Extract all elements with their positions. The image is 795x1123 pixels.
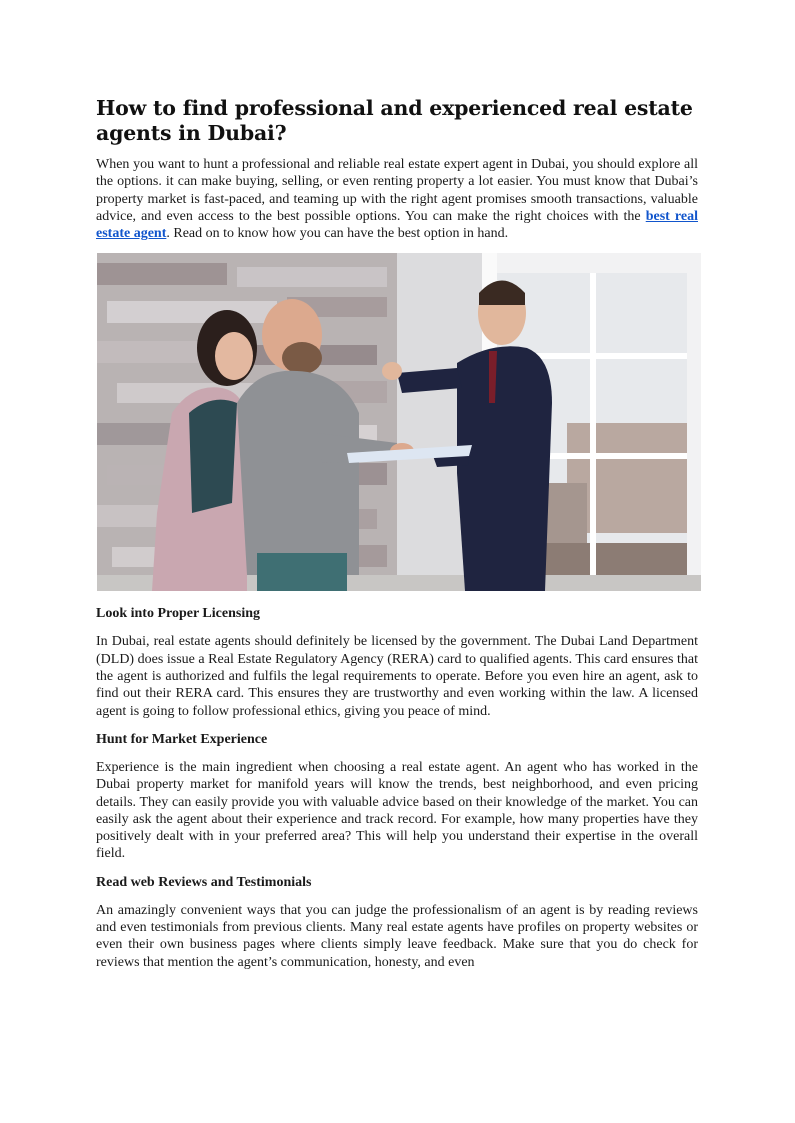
section-body-reviews: An amazingly convenient ways that you can judge the professionalism of an agent is by reading reviews and even testimonials from previous clients. Many real estate agents have profiles on property websites or even their own business pages where clients simply leave feedback. Make sure that you do check for reviews that mention the agent’s communication, honesty, and even — [96, 902, 698, 970]
section-body-licensing: In Dubai, real estate agents should definitely be licensed by the government. The Dubai Land Department (DLD) does issue a Real Estate Regulatory Agency (RERA) card to qualified agents. This card ensures that the agent is authorized and fulfils the legal requirements to operate. Before you even hire an agent, ask to find out their RERA card. This ensures they are trustworthy and even working within the law. A licensed agent is going to follow professional ethics, giving you peace of mind. — [96, 634, 698, 719]
intro-text-after-link: . Read on to know how you can have the best option in hand. — [166, 226, 509, 242]
section-heading-reviews: Read web Reviews and Testimonials — [96, 874, 312, 890]
page-title: How to find professional and experienced real estate agents in Dubai? — [96, 96, 693, 145]
document-page — [96, 96, 698, 982]
best-real-estate-agent-link[interactable]: best real estate agent — [96, 208, 698, 242]
intro-text-before-link: When you want to hunt a professional and reliable real estate expert agent in Dubai, you should explore all the options. it can make buying, selling, or even renting property a lot easier. You must know that Dubai’s property market is fast-paced, and teaming up with the right agent promises smooth transactions, valuable advice, and even access to the best possible options. You can make the right choices with the — [96, 157, 698, 224]
section-heading-licensing: Look into Proper Licensing — [96, 606, 261, 622]
real-estate-agent-photo — [97, 253, 701, 591]
section-body-market-experience: Experience is the main ingredient when choosing a real estate agent. An agent who has worked in the Dubai property market for manifold years will know the trends, best neighborhood, and even pricing details. They can easily provide you with valuable advice based on their knowledge of the market. You can easily ask the agent about their experience and track record. For example, how many properties have they positively dealt with in your preferred area? This will help you understand their expertise in the overall field. — [96, 759, 698, 862]
section-heading-market-experience: Hunt for Market Experience — [96, 731, 268, 747]
intro-paragraph — [96, 156, 698, 242]
